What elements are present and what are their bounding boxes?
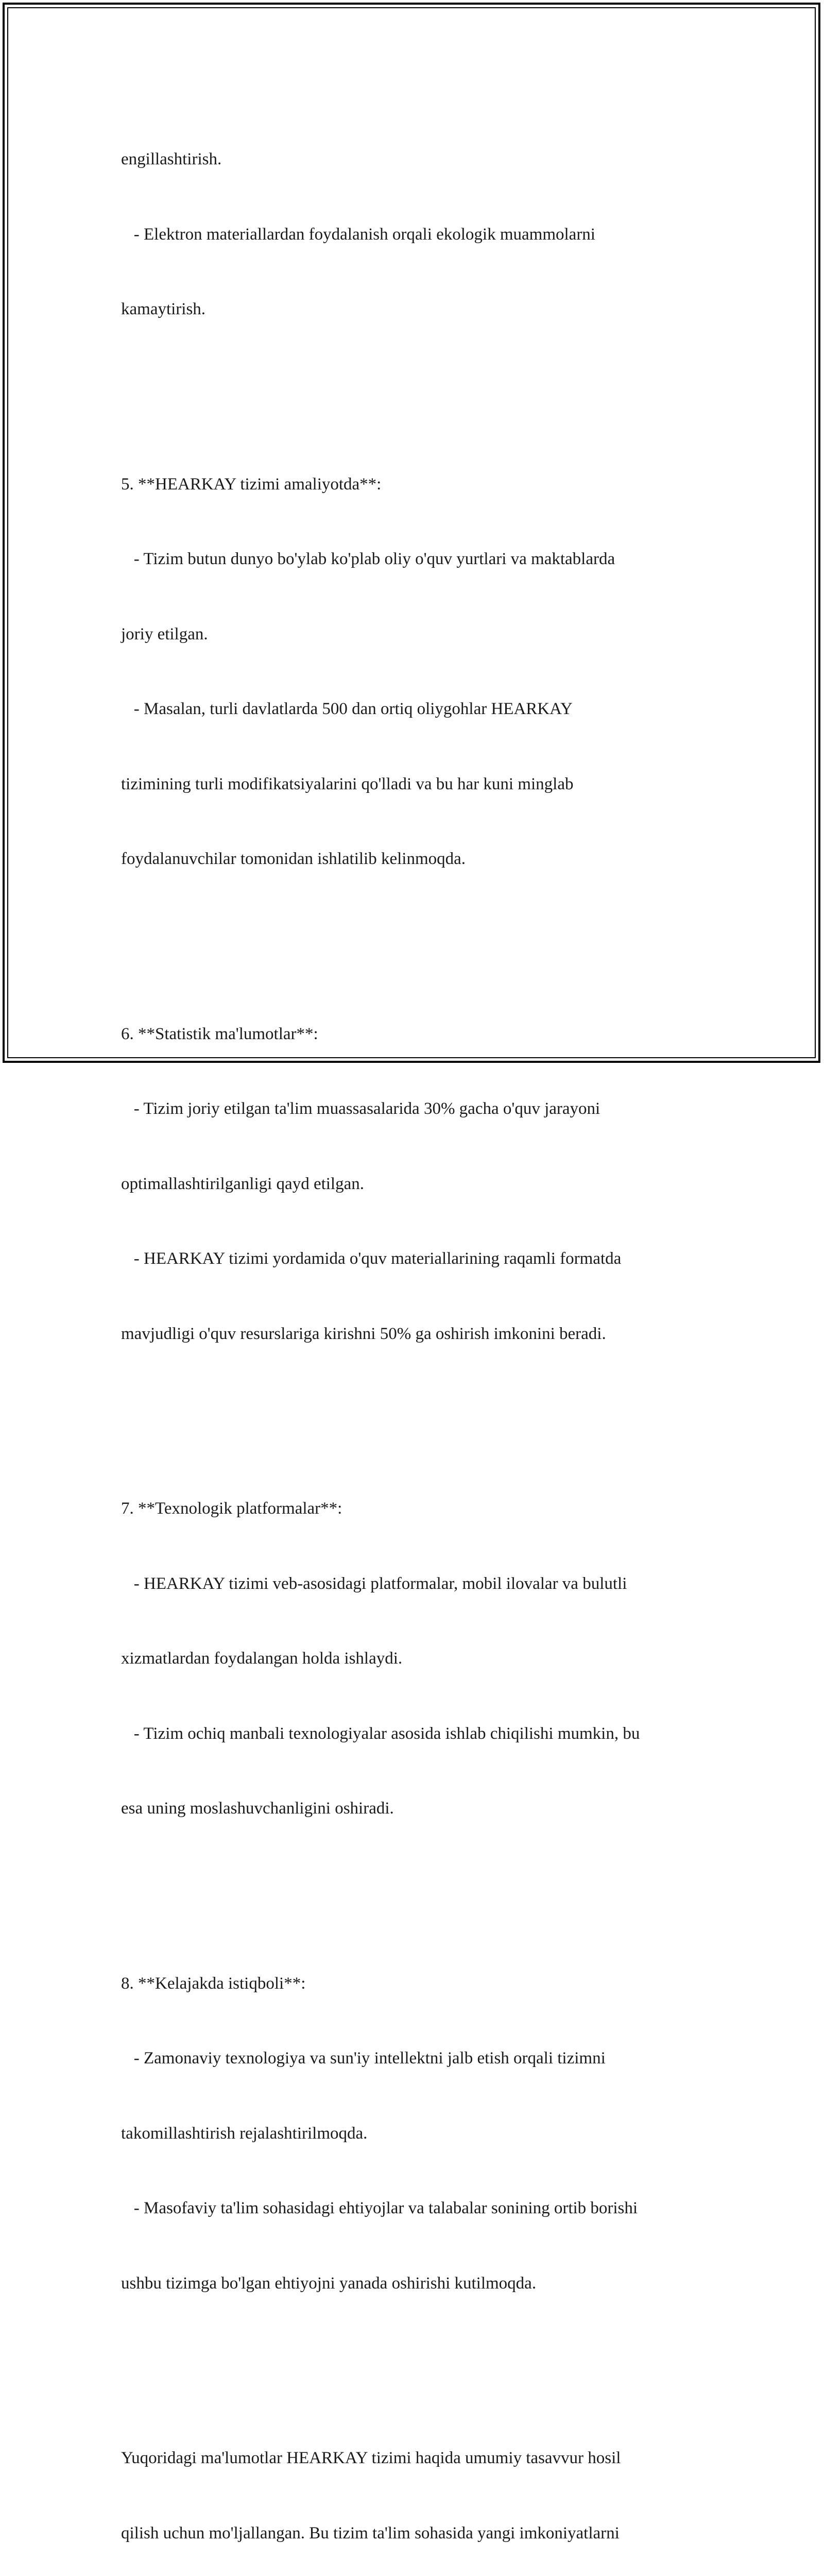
text-line: esa uning moslashuvchanligini oshiradi. (121, 1799, 394, 1818)
text-line: - Tizim ochiq manbali texnologiyalar asosida ishlab chiqilishi mumkin, bu (121, 1724, 640, 1743)
text-line: kamaytirish. (121, 300, 206, 318)
text-line: ushbu tizimga bo'lgan ehtiyojni yanada oshirishi kutilmoqda. (121, 2274, 537, 2293)
section-heading: 7. **Texnologik platformalar**: (121, 1499, 342, 1518)
text-line: - HEARKAY tizimi veb-asosidagi platformalar, mobil ilovalar va bulutli (121, 1574, 627, 1593)
conclusion-line: qilish uchun mo'ljallangan. Bu tizim ta'lim sohasida yangi imkoniyatlarni (121, 2523, 620, 2543)
text-line: optimallashtirilganligi qayd etilgan. (121, 1174, 364, 1193)
text-line: - Elektron materiallardan foydalanish orqali ekologik muammolarni (121, 225, 595, 244)
text-line: xizmatlardan foydalangan holda ishlaydi. (121, 1649, 403, 1668)
text-line: takomillashtirish rejalashtirilmoqda. (121, 2124, 368, 2143)
conclusion-line: Yuqoridagi ma'lumotlar HEARKAY tizimi haqida umumiy tasavvur hosil (121, 2449, 621, 2467)
text-line: engillashtirish. (121, 150, 222, 168)
text-line: mavjudligi o'quv resurslariga kirishni 50% ga oshirish imkonini beradi. (121, 1324, 606, 1343)
text-line: tizimining turli modifikatsiyalarini qo'lladi va bu har kuni minglab (121, 774, 574, 793)
section-heading: 8. **Kelajakda istiqboli**: (121, 1974, 306, 1993)
paragraph-gap (121, 922, 718, 947)
document-body (121, 97, 718, 2576)
section-heading: 6. **Statistik ma'lumotlar**: (121, 1024, 318, 1043)
text-line: foydalanuvchilar tomonidan ishlatilib kelinmoqda. (121, 850, 466, 868)
paragraph-gap (121, 1871, 718, 1896)
text-line: - Masalan, turli davlatlarda 500 dan ortiq oliygohlar HEARKAY (121, 700, 573, 718)
paragraph-gap (121, 2346, 718, 2371)
text-line: - Zamonaviy texnologiya va sun'iy intellektni jalb etish orqali tizimni (121, 2049, 606, 2067)
paragraph-gap (121, 1396, 718, 1421)
text-line: - Tizim butun dunyo bo'ylab ko'plab oliy o'quv yurtlari va maktablarda (121, 550, 615, 568)
text-line: - HEARKAY tizimi yordamida o'quv materiallarining raqamli formatda (121, 1249, 622, 1268)
text-line: joriy etilgan. (121, 624, 208, 643)
text-line: - Masofaviy ta'lim sohasidagi ehtiyojlar va talabalar sonining ortib borishi (121, 2199, 638, 2217)
paragraph-gap (121, 372, 718, 397)
section-heading: 5. **HEARKAY tizimi amaliyotda**: (121, 474, 382, 494)
text-line: - Tizim joriy etilgan ta'lim muassasalarida 30% gacha o'quv jarayoni (121, 1099, 600, 1118)
